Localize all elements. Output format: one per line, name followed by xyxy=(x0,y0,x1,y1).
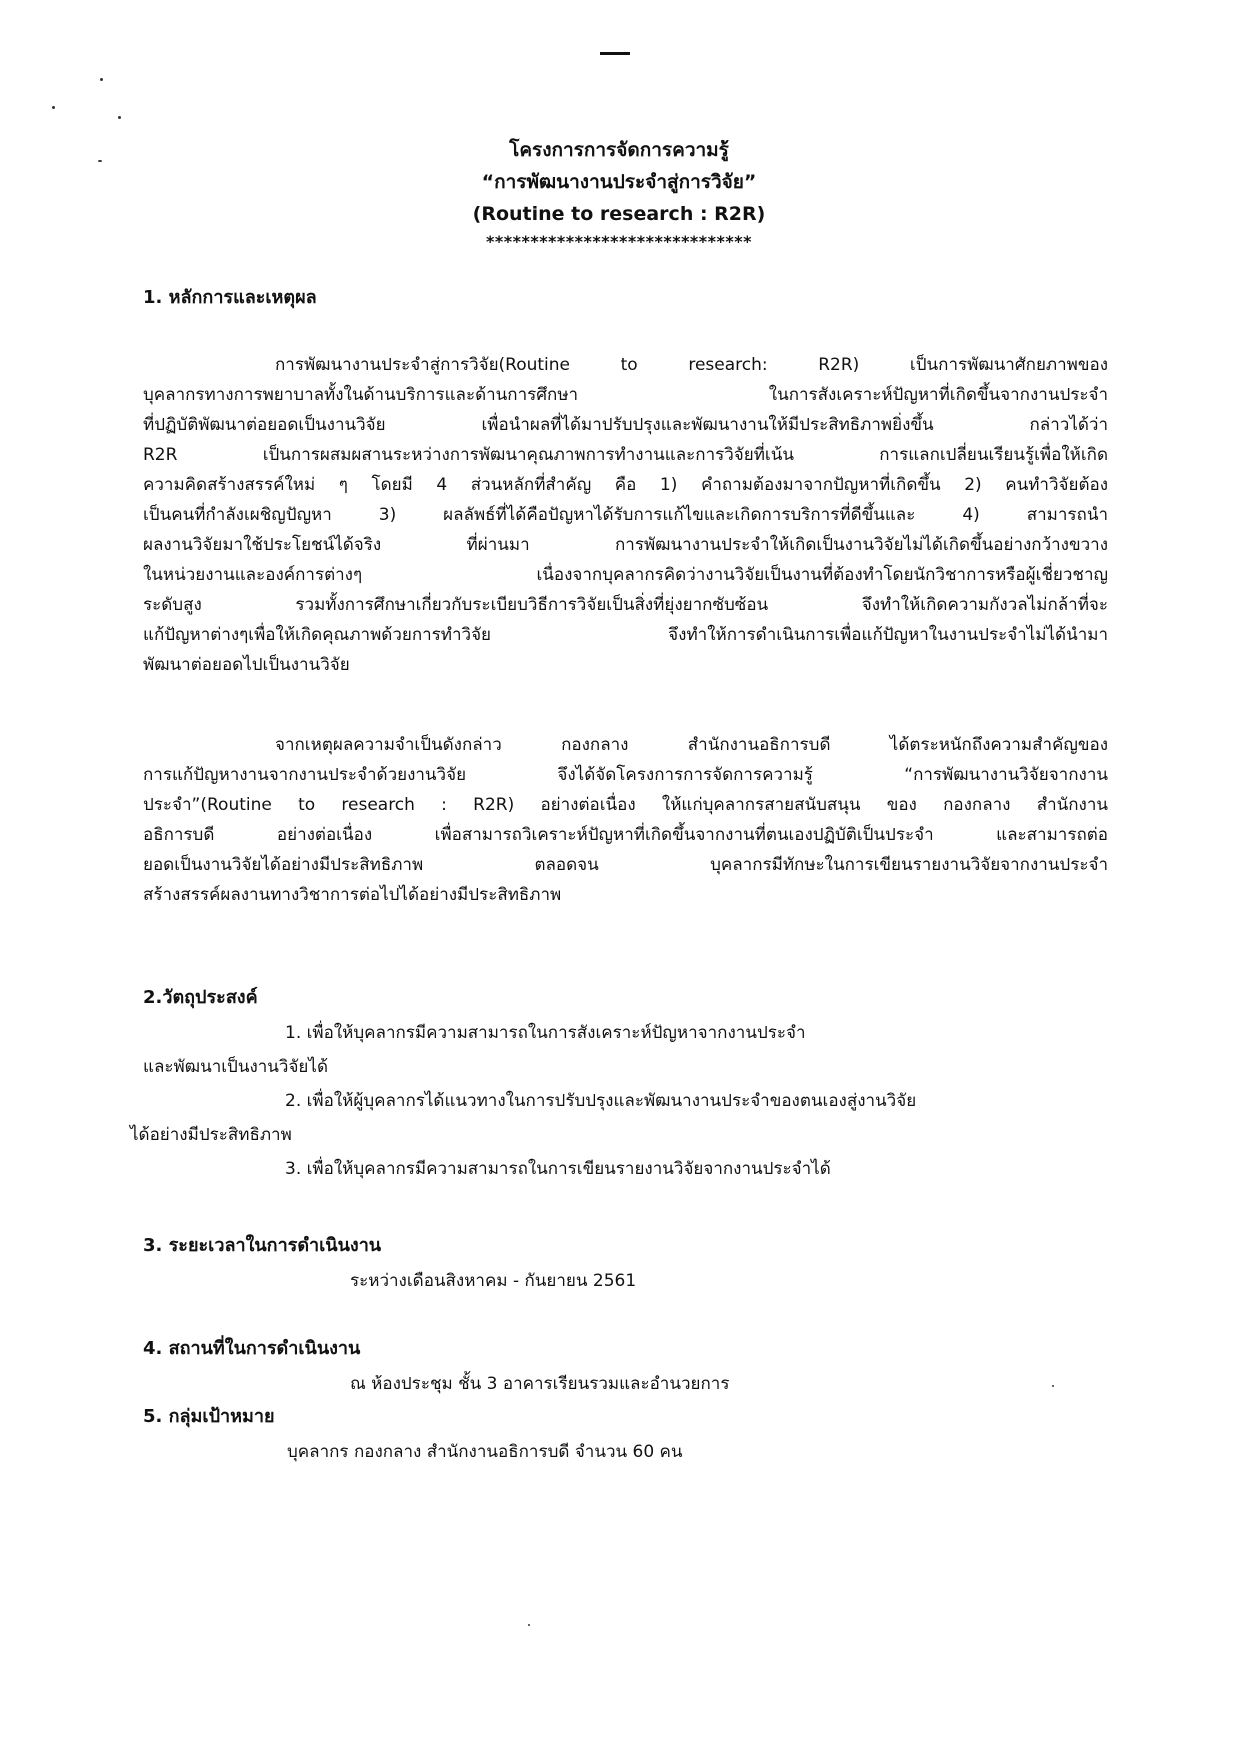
objective-item-1-continued: และพัฒนาเป็นงานวิจัยได้ xyxy=(143,1057,328,1077)
paragraph-line: การแก้ปัญหางานจากงานประจำด้วยงานวิจัย จึงได้จัดโครงการการจัดการความรู้ “การพัฒนางานวิจัยจากงาน xyxy=(143,765,1108,785)
section-1-heading: 1. หลักการและเหตุผล xyxy=(143,287,317,308)
objective-item-2-continued: ได้อย่างมีประสิทธิภาพ xyxy=(130,1125,292,1145)
scan-speck xyxy=(100,78,103,81)
section-1-paragraph-1 xyxy=(143,350,1108,680)
target-group-text: บุคลากร กองกลาง สำนักงานอธิการบดี จำนวน 60 คน xyxy=(287,1442,683,1462)
section-1-paragraph-2 xyxy=(143,730,1108,910)
objective-item-3: 3. เพื่อให้บุคลากรมีความสามารถในการเขียนรายงานวิจัยจากงานประจำได้ xyxy=(285,1159,831,1179)
paragraph-line: ผลงานวิจัยมาใช้ประโยชน์ได้จริง ที่ผ่านมา การพัฒนางานประจำให้เกิดเป็นงานวิจัยไม่ได้เกิดขึ้นอย่างกว้างขวาง xyxy=(143,535,1108,555)
paragraph-line: อธิการบดี อย่างต่อเนื่อง เพื่อสามารถวิเคราะห์ปัญหาที่เกิดขึ้นจากงานที่ตนเองปฏิบัติเป็นประจำ และสามารถต่อ xyxy=(143,825,1108,845)
title-line-1: โครงการการจัดการความรู้ xyxy=(509,139,729,161)
objective-item-2: 2. เพื่อให้ผู้บุคลากรได้แนวทางในการปรับปรุงและพัฒนางานประจำของตนเองสู่งานวิจัย xyxy=(285,1091,917,1111)
title-line-2: “การพัฒนางานประจำสู่การวิจัย” xyxy=(481,171,757,193)
objective-item-1: 1. เพื่อให้บุคลากรมีความสามารถในการสังเคราะห์ปัญหาจากงานประจำ xyxy=(285,1023,806,1043)
venue-text: ณ ห้องประชุม ชั้น 3 อาคารเรียนรวมและอำนวยการ xyxy=(350,1374,730,1394)
paragraph-line: บุคลากรทางการพยาบาลทั้งในด้านบริการและด้านการศึกษา ในการสังเคราะห์ปัญหาที่เกิดขึ้นจากงานประจำ xyxy=(143,385,1108,405)
paragraph-line: ประจำ”(Routine to research : R2R) อย่างต่อเนื่อง ให้แก่บุคลากรสายสนับสนุน ของ กองกลาง สำนักงาน xyxy=(143,795,1108,815)
scan-speck xyxy=(1052,1385,1054,1387)
section-2-heading: 2.วัตถุประสงค์ xyxy=(143,987,258,1008)
paragraph-line: แก้ปัญหาต่างๆเพื่อให้เกิดคุณภาพด้วยการทำวิจัย จึงทำให้การดำเนินการเพื่อแก้ปัญหาในงานประจำไม่ได้นำมา xyxy=(143,625,1108,645)
paragraph-line: จากเหตุผลความจำเป็นดังกล่าว กองกลาง สำนักงานอธิการบดี ได้ตระหนักถึงความสำคัญของ xyxy=(275,735,1108,755)
paragraph-line: ในหน่วยงานและองค์การต่างๆ เนื่องจากบุคลากรคิดว่างานวิจัยเป็นงานที่ต้องทำโดยนักวิชาการหรือผู้เชี่ยวชาญ xyxy=(143,565,1108,585)
paragraph-line: ยอดเป็นงานวิจัยได้อย่างมีประสิทธิภาพ ตลอดจน บุคลากรมีทักษะในการเขียนรายงานวิจัยจากงานประจำ xyxy=(143,855,1108,875)
section-3-heading: 3. ระยะเวลาในการดำเนินงาน xyxy=(143,1235,382,1256)
duration-text: ระหว่างเดือนสิงหาคม - กันยายน 2561 xyxy=(350,1271,637,1291)
scan-speck xyxy=(528,1624,530,1626)
paragraph-line: การพัฒนางานประจำสู่การวิจัย(Routine to research: R2R) เป็นการพัฒนาศักยภาพของ xyxy=(275,355,1108,375)
scan-speck xyxy=(52,106,55,109)
title-block xyxy=(0,134,1238,254)
paragraph-line: ที่ปฏิบัติพัฒนาต่อยอดเป็นงานวิจัย เพื่อนำผลที่ได้มาปรับปรุงและพัฒนางานให้มีประสิทธิภาพยิ่งขึ้น กล่าวได้ว่า xyxy=(143,415,1108,435)
paragraph-line: ระดับสูง รวมทั้งการศึกษาเกี่ยวกับระเบียบวิธีการวิจัยเป็นสิ่งที่ยุ่งยากซับซ้อน จึงทำให้เกิดความกังวลไม่กล้าที่จะ xyxy=(143,595,1108,615)
scan-speck xyxy=(118,116,121,119)
paragraph-line: ความคิดสร้างสรรค์ใหม่ ๆ โดยมี 4 ส่วนหลักที่สำคัญ คือ 1) คำถามต้องมาจากปัญหาที่เกิดขึ้น 2) คนทำวิจัยต้อง xyxy=(143,475,1108,495)
paragraph-line: พัฒนาต่อยอดไปเป็นงานวิจัย xyxy=(143,655,350,675)
paragraph-line: สร้างสรรค์ผลงานทางวิชาการต่อไปได้อย่างมีประสิทธิภาพ xyxy=(143,885,562,905)
section-5-heading: 5. กลุ่มเป้าหมาย xyxy=(143,1406,275,1427)
title-stars: ****************************** xyxy=(485,232,752,251)
section-4-heading: 4. สถานที่ในการดำเนินงาน xyxy=(143,1338,361,1359)
paragraph-line: เป็นคนที่กำลังเผชิญปัญหา 3) ผลลัพธ์ที่ได้คือปัญหาได้รับการแก้ไขและเกิดการบริการที่ดีขึ้นและ 4) สามารถนำ xyxy=(143,505,1108,525)
title-line-3: (Routine to research : R2R) xyxy=(472,203,766,225)
paragraph-line: R2R เป็นการผสมผสานระหว่างการพัฒนาคุณภาพการทำงานและการวิจัยที่เน้น การแลกเปลี่ยนเรียนรู้เพื่อให้เกิด xyxy=(143,445,1108,465)
top-dash-mark xyxy=(600,52,630,55)
